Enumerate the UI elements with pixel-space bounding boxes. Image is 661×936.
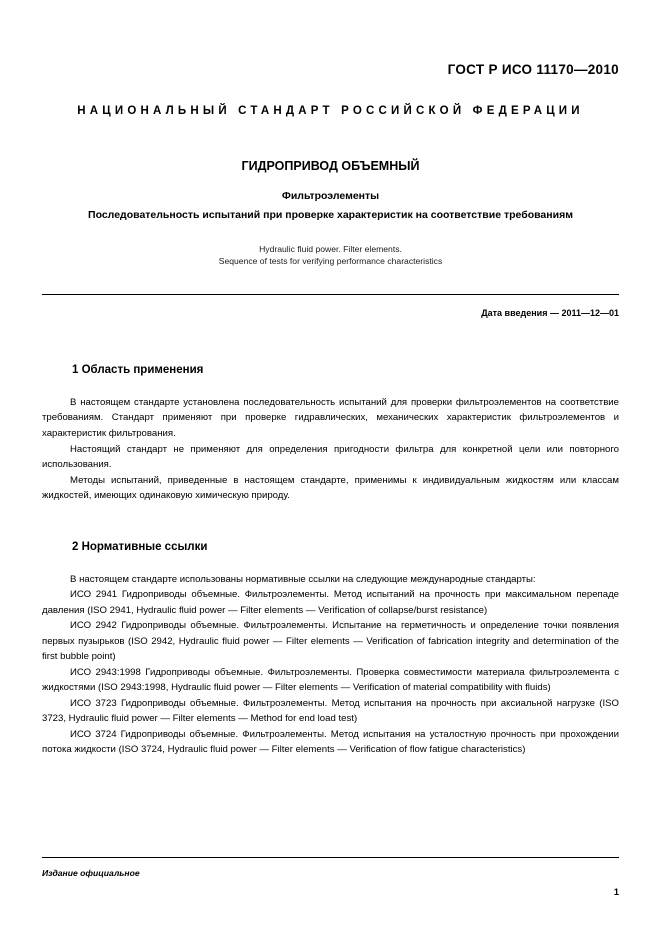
section-1-body (42, 395, 619, 504)
reference-item: ИСО 3723 Гидроприводы объемные. Фильтроэлементы. Метод испытания на прочность при аксиальной нагрузке (ISO 3723, Hydraulic fluid power — Filter elements — Method for end load test) (42, 697, 619, 725)
english-title-line-1: Hydraulic fluid power. Filter elements. (259, 244, 402, 254)
reference-item: ИСО 3724 Гидроприводы объемные. Фильтроэлементы. Метод испытания на усталостную прочность при прохождении потока жидкости (ISO 3724, Hydraulic fluid power — Filter elements — Verification of flow fatigue characteristics) (42, 728, 619, 756)
divider-footer (42, 857, 619, 858)
national-standard-heading: НАЦИОНАЛЬНЫЙ СТАНДАРТ РОССИЙСКОЙ ФЕДЕРАЦИИ (77, 105, 584, 117)
introduction-date: Дата введения — 2011—12—01 (481, 307, 619, 318)
section-2-heading: 2 Нормативные ссылки (72, 540, 208, 553)
paragraph: Настоящий стандарт не применяют для определения пригодности фильтра для конкретной цели или повторного использования. (42, 443, 619, 471)
section-1-heading: 1 Область применения (72, 363, 204, 376)
paragraph: Методы испытаний, приведенные в настоящем стандарте, применимы к индивидуальным жидкостям или классам жидкостей, имеющих одинаковую химическую природу. (42, 474, 619, 502)
paragraph: В настоящем стандарте использованы нормативные ссылки на следующие международные стандарты: (70, 573, 536, 585)
english-title-line-2: Sequence of tests for verifying performance characteristics (218, 256, 443, 267)
page-subtitle-1: Фильтроэлементы (281, 190, 380, 202)
reference-item: ИСО 2943:1998 Гидроприводы объемные. Фильтроэлементы. Проверка совместимости материала фильтроэлемента с жидкостями (ISO 2943:1998, Hydraulic fluid power — Filter elements — Verification of material compatibility with fluids) (42, 666, 619, 694)
english-title (42, 243, 619, 268)
reference-item: ИСО 2942 Гидроприводы объемные. Фильтроэлементы. Испытание на герметичность и определение точки появления первых пузырьков (ISO 2942, Hydraulic fluid power — Filter elements — Verification of fabrication integrity and determination of the first bubble point) (42, 620, 619, 663)
divider-top (42, 294, 619, 295)
official-edition-note: Издание официальное (42, 868, 140, 878)
page-number: 1 (613, 887, 619, 898)
page-title: ГИДРОПРИВОД ОБЪЕМНЫЙ (241, 159, 420, 173)
standard-number: ГОСТ Р ИСО 11170—2010 (447, 62, 619, 77)
reference-item: ИСО 2941 Гидроприводы объемные. Фильтроэлементы. Метод испытаний на прочность при максимальном перепаде давления (ISO 2941, Hydraulic fluid power — Filter elements — Verification of collapse/burst resistance) (42, 589, 619, 616)
page-subtitle-2: Последовательность испытаний при проверке характеристик на соответствие требованиям (88, 209, 573, 221)
paragraph: В настоящем стандарте установлена последовательность испытаний для проверки фильтроэлементов на соответствие требованиям. Стандарт применяют при проверке гидравлических, механических характеристик фильтроэлементов и характеристик фильтрования. (42, 396, 619, 439)
section-2-body (42, 572, 619, 758)
